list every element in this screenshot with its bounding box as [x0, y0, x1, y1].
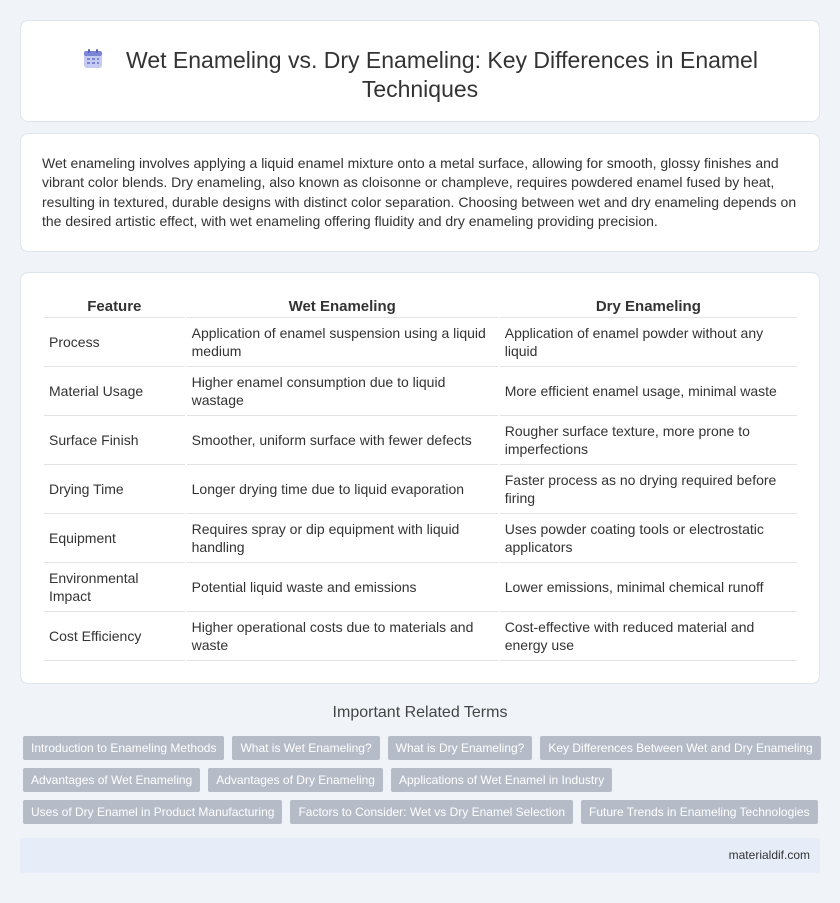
table-row [44, 514, 797, 563]
header-feature: Feature [44, 296, 185, 318]
related-terms-row [23, 736, 823, 760]
related-term-link[interactable]: Advantages of Dry Enameling [208, 768, 383, 792]
wet-cell: Smoother, uniform surface with fewer defects [187, 416, 498, 465]
feature-cell: Equipment [44, 514, 185, 563]
related-term-link[interactable]: Uses of Dry Enamel in Product Manufacturing [23, 800, 282, 824]
related-term-link[interactable]: Future Trends in Enameling Technologies [581, 800, 818, 824]
dry-cell: Application of enamel powder without any liquid [500, 318, 797, 367]
intro-card [20, 133, 820, 252]
dry-cell: Cost-effective with reduced material and energy use [500, 612, 797, 661]
calendar-icon [82, 48, 104, 70]
table-row [44, 563, 797, 612]
feature-cell: Surface Finish [44, 416, 185, 465]
table-row [44, 318, 797, 367]
wet-cell: Requires spray or dip equipment with liquid handling [187, 514, 498, 563]
comparison-table-card [20, 272, 820, 684]
related-terms-list [23, 736, 823, 832]
wet-cell: Potential liquid waste and emissions [187, 563, 498, 612]
header-card [20, 20, 820, 122]
feature-cell: Cost Efficiency [44, 612, 185, 661]
wet-cell: Application of enamel suspension using a liquid medium [187, 318, 498, 367]
header-dry-enameling: Dry Enameling [500, 296, 797, 318]
feature-cell: Process [44, 318, 185, 367]
related-terms-heading: Important Related Terms [332, 704, 508, 721]
dry-cell: Uses powder coating tools or electrostatic applicators [500, 514, 797, 563]
dry-cell: Rougher surface texture, more prone to imperfections [500, 416, 797, 465]
related-term-link[interactable]: Advantages of Wet Enameling [23, 768, 200, 792]
related-term-link[interactable]: Applications of Wet Enamel in Industry [391, 768, 612, 792]
related-terms-row [23, 768, 823, 792]
wet-cell: Higher enamel consumption due to liquid wastage [187, 367, 498, 416]
table-row [44, 612, 797, 661]
related-term-link[interactable]: What is Dry Enameling? [388, 736, 533, 760]
related-term-link[interactable]: Factors to Consider: Wet vs Dry Enamel Selection [290, 800, 573, 824]
feature-cell: Drying Time [44, 465, 185, 514]
table-row [44, 416, 797, 465]
dry-cell: Faster process as no drying required before firing [500, 465, 797, 514]
feature-cell: Material Usage [44, 367, 185, 416]
table-row [44, 367, 797, 416]
intro-paragraph: Wet enameling involves applying a liquid enamel mixture onto a metal surface, allowing for smooth, glossy finishes and vibrant color blends. Dry enameling, also known as cloisonne or champleve, requires powdered enamel fused by heat, resulting in textured, durable designs with distinct color separation. Choosing between wet and dry enameling depends on the desired artistic effect, with wet enameling offering fluidity and dry enameling providing precision. [42, 155, 797, 230]
footer-site[interactable]: materialdif.com [728, 848, 810, 862]
wet-cell: Longer drying time due to liquid evaporation [187, 465, 498, 514]
related-terms-row [23, 800, 823, 824]
dry-cell: More efficient enamel usage, minimal waste [500, 367, 797, 416]
page-title [51, 46, 789, 104]
table-row [44, 465, 797, 514]
related-term-link[interactable]: Key Differences Between Wet and Dry Enameling [540, 736, 820, 760]
related-term-link[interactable]: Introduction to Enameling Methods [23, 736, 224, 760]
page-title-text: Wet Enameling vs. Dry Enameling: Key Differences in Enamel Techniques [126, 47, 758, 102]
header-wet-enameling: Wet Enameling [187, 296, 498, 318]
related-term-link[interactable]: What is Wet Enameling? [232, 736, 379, 760]
dry-cell: Lower emissions, minimal chemical runoff [500, 563, 797, 612]
table-header-row [44, 296, 797, 318]
wet-cell: Higher operational costs due to materials and waste [187, 612, 498, 661]
comparison-table [42, 296, 799, 661]
footer [20, 838, 820, 873]
feature-cell: Environmental Impact [44, 563, 185, 612]
